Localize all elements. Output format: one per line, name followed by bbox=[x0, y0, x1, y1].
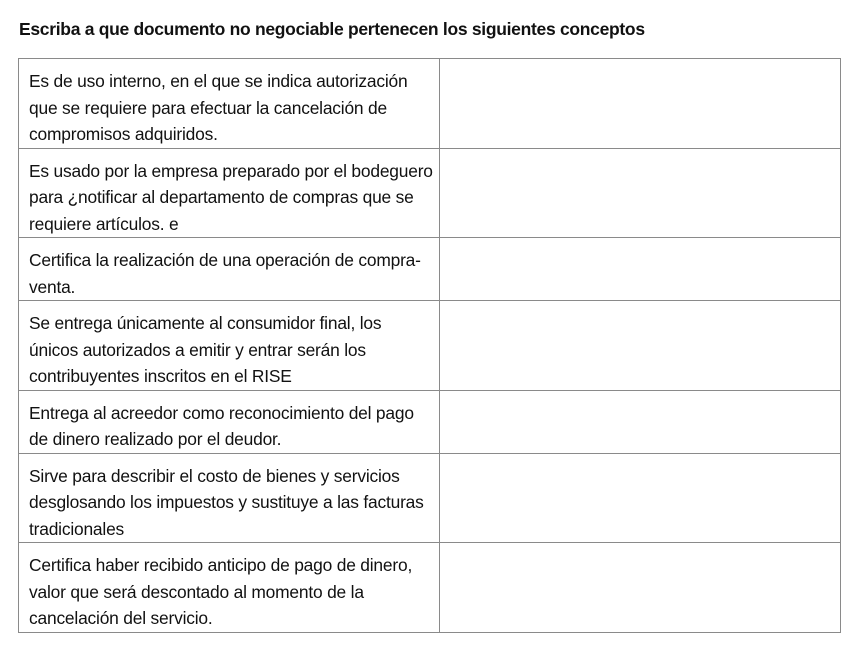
answer-cell[interactable] bbox=[440, 390, 841, 453]
concept-cell bbox=[19, 148, 440, 238]
answer-cell[interactable] bbox=[440, 543, 841, 633]
concept-text: Se entrega únicamente al consumidor final, los únicos autorizados a emitir y entrar serán los contribuyentes inscritos en el RISE bbox=[29, 313, 382, 386]
concept-text: Es de uso interno, en el que se indica autorización que se requiere para efectuar la cancelación de compromisos adquiridos. bbox=[29, 71, 408, 144]
answer-cell[interactable] bbox=[440, 301, 841, 391]
worksheet-instruction: Escriba a que documento no negociable pertenecen los siguientes conceptos bbox=[19, 19, 645, 39]
answer-cell[interactable] bbox=[440, 453, 841, 543]
concept-cell bbox=[19, 543, 440, 633]
answer-cell[interactable] bbox=[440, 148, 841, 238]
concept-cell bbox=[19, 238, 440, 301]
concept-text: Es usado por la empresa preparado por el bodeguero para ¿notificar al departamento de compras que se requiere artículos. e bbox=[29, 160, 433, 234]
concept-table bbox=[18, 58, 841, 633]
answer-cell[interactable] bbox=[440, 238, 841, 301]
concept-cell bbox=[19, 59, 440, 149]
table-row bbox=[19, 148, 841, 238]
concept-cell bbox=[19, 390, 440, 453]
answer-cell[interactable] bbox=[440, 59, 841, 149]
concept-text: Certifica la realización de una operación de compra- venta. bbox=[29, 250, 421, 297]
concept-cell bbox=[19, 453, 440, 543]
table-row bbox=[19, 390, 841, 453]
table-row bbox=[19, 238, 841, 301]
table-row bbox=[19, 301, 841, 391]
table-row bbox=[19, 543, 841, 633]
concept-text: Certifica haber recibido anticipo de pago de dinero, valor que será descontado al momento de la cancelación del servicio. bbox=[29, 555, 413, 628]
concept-text: Entrega al acreedor como reconocimiento del pago de dinero realizado por el deudor. bbox=[29, 402, 414, 449]
table-row bbox=[19, 59, 841, 149]
concept-text: Sirve para describir el costo de bienes y servicios desglosando los impuestos y sustituye a las facturas tradicionales bbox=[29, 465, 424, 539]
concept-cell bbox=[19, 301, 440, 391]
table-row bbox=[19, 453, 841, 543]
